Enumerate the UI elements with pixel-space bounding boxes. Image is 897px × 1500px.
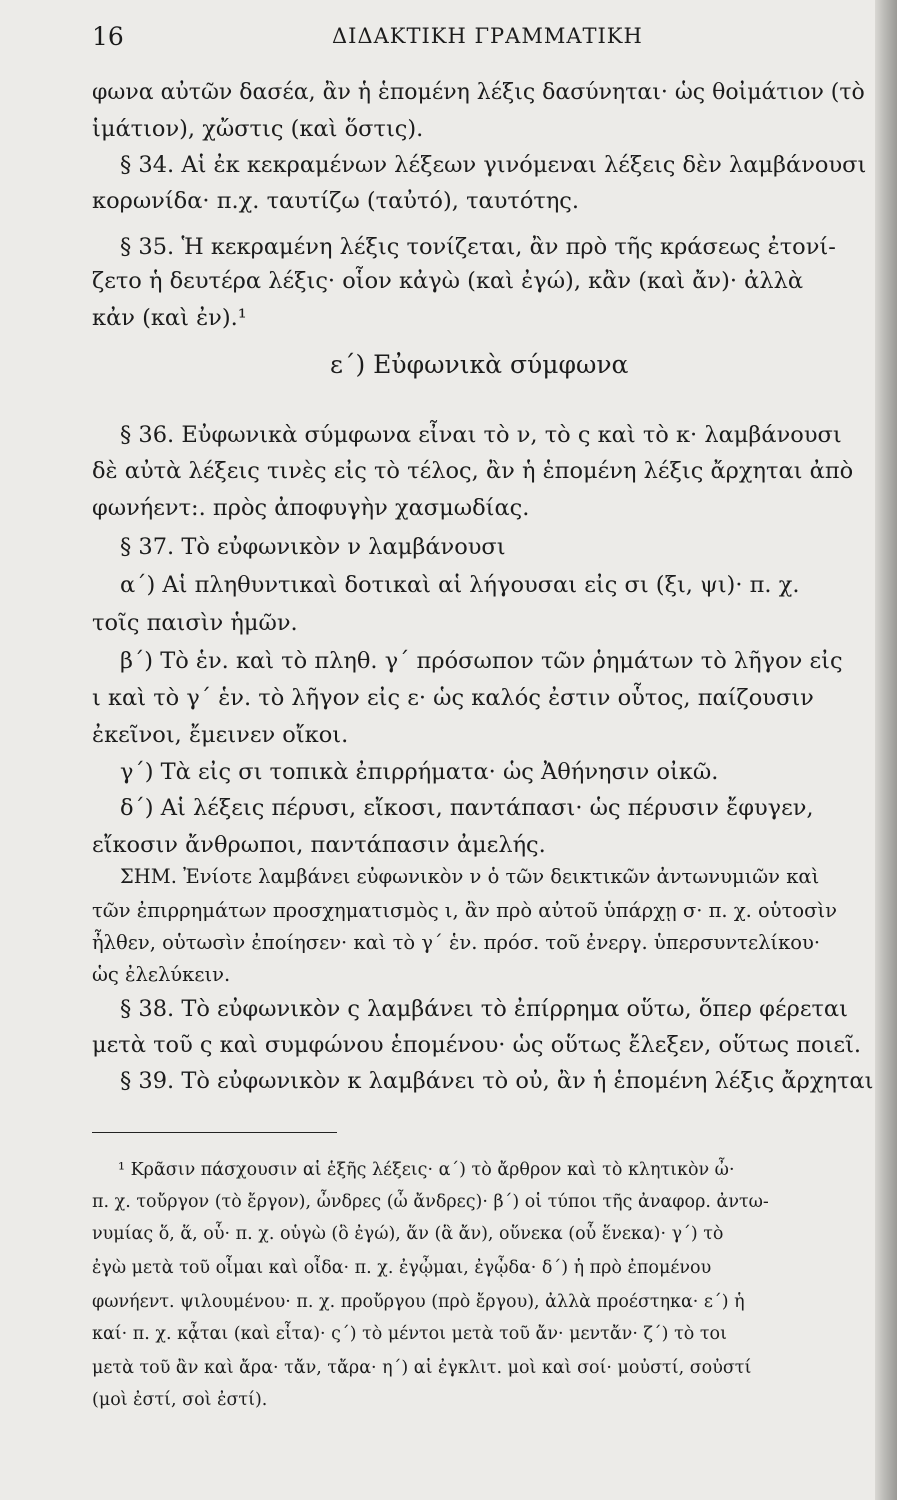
body-line: ι καὶ τὸ γ΄ ἑν. τὸ λῆγον εἰς ε· ὡς καλός ἐστιν οὗτος, παίζουσιν — [92, 685, 814, 711]
note-line: ΣΗΜ. Ἐνίοτε λαμβάνει εὐφωνικὸν ν ὁ τῶν δεικτικῶν ἀντωνυμιῶν καὶ — [120, 865, 820, 888]
footnote-divider — [92, 1132, 337, 1133]
body-line: ζετο ἡ δευτέρα λέξις· οἷον κἀγὼ (καὶ ἐγώ), κἂν (καὶ ἄν)· ἀλλὰ — [92, 268, 804, 294]
footnote-line: (μοὶ ἐστί, σοὶ ἐστί). — [92, 1390, 268, 1410]
body-line: κἀν (καὶ ἐν).¹ — [92, 305, 247, 331]
paragraph-39: § 39. Τὸ εὐφωνικὸν κ λαμβάνει τὸ οὐ, ἂν ἡ ἑπομένη λέξις ἄρχηται — [120, 1068, 874, 1094]
paragraph-38: § 38. Τὸ εὐφωνικὸν ς λαμβάνει τὸ ἐπίρρημα οὕτω, ὅπερ φέρεται — [120, 996, 848, 1022]
section-heading: ε΄) Εὐφωνικὰ σύμφωνα — [330, 350, 629, 379]
footnote-line: ¹ Κρᾶσιν πάσχουσιν αἱ ἑξῆς λέξεις· α΄) τὸ ἄρθρον καὶ τὸ κλητικὸν ὦ· — [118, 1160, 735, 1180]
note-line: τῶν ἐπιρρημάτων προσχηματισμὸς ι, ἂν πρὸ αὐτοῦ ὑπάρχῃ σ· π. χ. οὑτοσὶν — [92, 899, 837, 922]
body-line: φωνήεντ:. πρὸς ἀποφυγὴν χασμωδίας. — [92, 495, 530, 521]
body-line: ἐκεῖνοι, ἔμεινεν οἴκοι. — [92, 722, 349, 748]
footnote-line: μετὰ τοῦ ἂν καὶ ἄρα· τἄν, τἄρα· η΄) αἱ ἐγκλιτ. μοὶ καὶ σοί· μοὐστί, σοὐστί — [92, 1358, 752, 1378]
body-line: δὲ αὐτὰ λέξεις τινὲς εἰς τὸ τέλος, ἂν ἡ ἑπομένη λέξις ἄρχηται ἀπὸ — [92, 458, 854, 484]
page-number: 16 — [92, 22, 124, 51]
paragraph-36: § 36. Εὐφωνικὰ σύμφωνα εἶναι τὸ ν, τὸ ς καὶ τὸ κ· λαμβάνουσι — [120, 422, 842, 448]
body-line: δ΄) Αἱ λέξεις πέρυσι, εἴκοσι, παντάπασι· ὡς πέρυσιν ἔφυγεν, — [120, 795, 814, 821]
paragraph-35: § 35. Ἡ κεκραμένη λέξις τονίζεται, ἂν πρὸ τῆς κράσεως ἐτονί- — [120, 234, 836, 260]
running-head: ΔΙΔΑΚΤΙΚΗ ΓΡΑΜΜΑΤΙΚΗ — [332, 24, 643, 48]
body-text — [92, 0, 882, 1110]
body-line: ἱμάτιον), χὤστις (καὶ ὅστις). — [92, 116, 424, 142]
body-line: φωνα αὐτῶν δασέα, ἂν ἡ ἑπομένη λέξις δασύνηται· ὡς θοἰμάτιον (τὸ — [92, 80, 865, 105]
footnote-line: καί· π. χ. κᾆται (καὶ εἶτα)· ς΄) τὸ μέντοι μετὰ τοῦ ἄν· μεντἄν· ζ΄) τὸ τοι — [92, 1324, 727, 1344]
paragraph-37: § 37. Τὸ εὐφωνικὸν ν λαμβάνουσι — [120, 534, 506, 560]
body-line: τοῖς παισὶν ἡμῶν. — [92, 610, 298, 636]
footnote-line: φωνήεντ. ψιλουμένου· π. χ. προὔργου (πρὸ ἔργου), ἀλλὰ προέστηκα· ε΄) ἡ — [92, 1292, 745, 1312]
body-line: γ΄) Τὰ εἰς σι τοπικὰ ἐπιρρήματα· ὡς Ἀθήνησιν οἰκῶ. — [120, 759, 719, 785]
body-line: κορωνίδα· π.χ. ταυτίζω (ταὐτό), ταυτότης. — [92, 188, 580, 214]
paragraph-34: § 34. Αἱ ἐκ κεκραμένων λέξεων γινόμεναι λέξεις δὲν λαμβάνουσι — [120, 152, 867, 178]
note-line: ἦλθεν, οὑτωσὶν ἐποίησεν· καὶ τὸ γ΄ ἑν. πρόσ. τοῦ ἐνεργ. ὑπερσυντελίκου· — [92, 931, 821, 954]
body-line: β΄) Τὸ ἑν. καὶ τὸ πληθ. γ΄ πρόσωπον τῶν ῥημάτων τὸ λῆγον εἰς — [120, 648, 843, 674]
body-line: α΄) Αἱ πληθυντικαὶ δοτικαὶ αἱ λήγουσαι εἰς σι (ξι, ψι)· π. χ. — [120, 572, 800, 598]
footnote-line: νυμίας ὅ, ἅ, οὗ· π. χ. οὑγὼ (ὃ ἐγώ), ἅν (ἃ ἄν), οὕνεκα (οὗ ἕνεκα)· γ΄) τὸ — [92, 1224, 724, 1244]
footnote-line: ἐγὼ μετὰ τοῦ οἶμαι καὶ οἶδα· π. χ. ἐγᾦμαι, ἐγᾦδα· δ΄) ἡ πρὸ ἐπομένου — [92, 1258, 712, 1278]
note-line: ὡς ἐλελύκειν. — [92, 963, 231, 986]
body-line: εἴκοσιν ἄνθρωποι, παντάπασιν ἀμελής. — [92, 832, 546, 858]
footnote-line: π. χ. τοὔργον (τὸ ἔργον), ὦνδρες (ὦ ἄνδρες)· β΄) οἱ τύποι τῆς ἀναφορ. ἀντω- — [92, 1192, 769, 1212]
body-line: μετὰ τοῦ ς καὶ συμφώνου ἑπομένου· ὡς οὕτως ἔλεξεν, οὕτως ποιεῖ. — [92, 1032, 862, 1058]
